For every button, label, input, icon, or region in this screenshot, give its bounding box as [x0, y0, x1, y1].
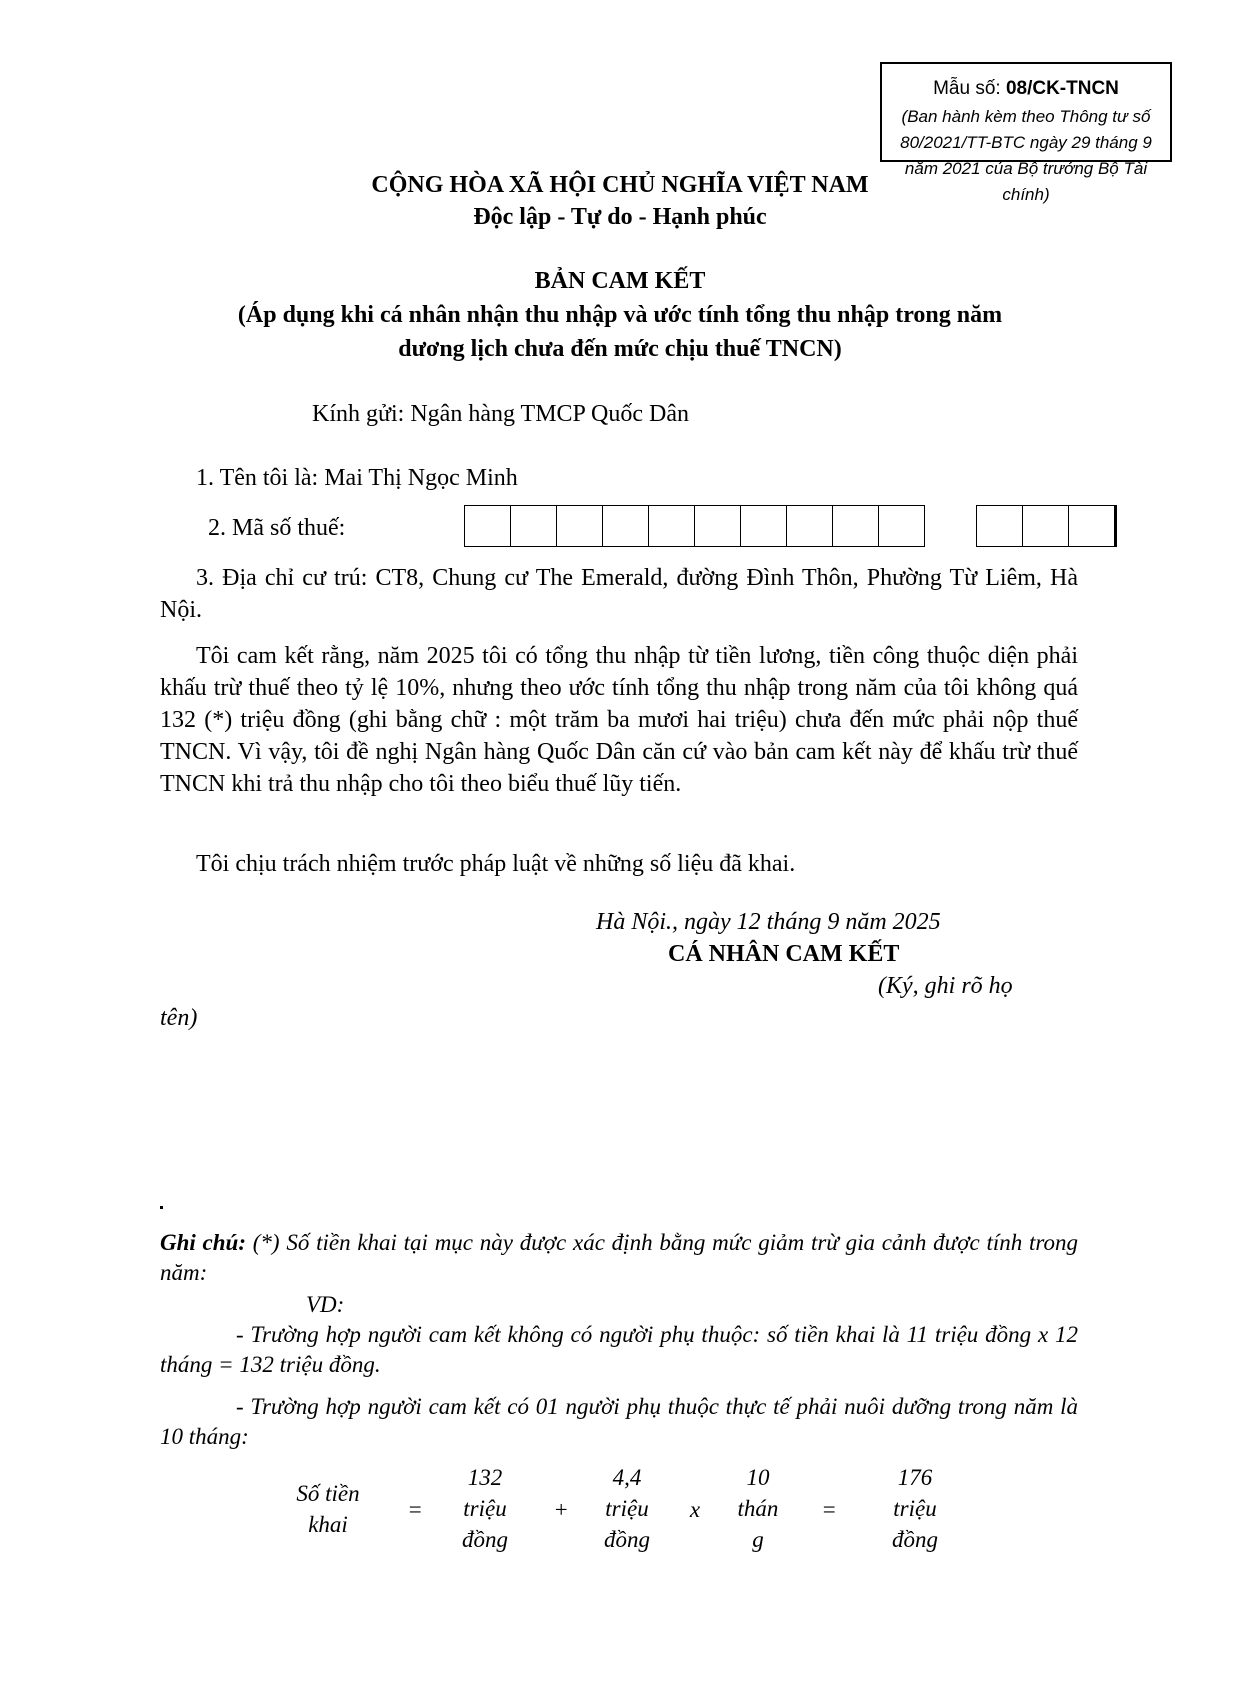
country-name: CỘNG HÒA XÃ HỘI CHỦ NGHĨA VIỆT NAM [371, 172, 869, 198]
document-subtitle-line2: dương lịch chưa đến mức chịu thuế TNCN) [398, 336, 842, 362]
field-address: 3. Địa chỉ cư trú: CT8, Chung cư The Emerald, đường Đình Thôn, Phường Từ Liêm, Hà Nội. [160, 565, 1078, 623]
formula-term-b: 4,4 triệu đồng [604, 1465, 650, 1552]
document-subtitle-line1: (Áp dụng khi cá nhân nhận thu nhập và ước tính tổng thu nhập trong năm [237, 302, 1003, 328]
tax-code-cell [603, 506, 649, 546]
field-name: 1. Tên tôi là: Mai Thị Ngọc Minh [196, 465, 518, 491]
tax-code-cell [1023, 506, 1069, 546]
commitment-paragraph: Tôi cam kết rằng, năm 2025 tôi có tổng thu nhập từ tiền lương, tiền công thuộc diện phải khấu trừ thuế theo tỷ lệ 10%, nhưng theo ước tính tổng thu nhập trong năm của tôi không quá 132 (*) triệu đồng (ghi bằng chữ : một trăm ba mươi hai triệu) chưa đến mức phải nộp thuế TNCN. Vì vậy, tôi đề nghị Ngân hàng Quốc Dân căn cứ vào bản cam kết này để khấu trừ thuế TNCN khi trả thu nhập cho tôi theo biểu thuế lũy tiến. [160, 643, 1078, 797]
formula-result: 176 triệu đồng [892, 1465, 938, 1552]
signer-role: CÁ NHÂN CAM KẾT [668, 941, 900, 967]
note-case-2: - Trường hợp người cam kết có 01 người phụ thuộc thực tế phải nuôi dưỡng trong năm là 10 tháng: [160, 1394, 1078, 1449]
tax-code-cell [879, 506, 925, 546]
tax-code-cell [695, 506, 741, 546]
formula-term-c: 10 thán g [737, 1465, 779, 1552]
form-code: 08/CK-TNCN [1005, 78, 1119, 99]
addressee: Kính gửi: Ngân hàng TMCP Quốc Dân [312, 401, 689, 427]
note-label: Ghi chú: [160, 1230, 246, 1255]
form-issued-note: (Ban hành kèm theo Thông tư số 80/2021/TT-BTC ngày 29 tháng 9 năm 2021 của Bộ trưởng Bộ Tài chính) [900, 107, 1152, 204]
place-and-date: Hà Nội., ngày 12 tháng 9 năm 2025 [596, 909, 941, 935]
tax-code-cell [557, 506, 603, 546]
tax-code-cell [649, 506, 695, 546]
stray-mark [160, 1206, 163, 1209]
document-title: BẢN CAM KẾT [534, 268, 706, 294]
tax-code-cell [1069, 506, 1115, 546]
tax-code-cell [833, 506, 879, 546]
form-number-box [880, 62, 1172, 204]
tax-code-boxes-suffix [976, 505, 1117, 547]
field-tax-code-label: 2. Mã số thuế: [208, 515, 346, 541]
tax-code-cell [511, 506, 557, 546]
tax-code-cell [465, 506, 511, 546]
formula-times: x [689, 1497, 701, 1522]
formula-lhs: Số tiền khai [296, 1481, 360, 1537]
formula-equals: = [407, 1497, 423, 1522]
note-paragraph: Ghi chú: (*) Số tiền khai tại mục này được xác định bằng mức giảm trừ gia cảnh được tính trong năm: [160, 1230, 1078, 1285]
national-motto: Độc lập - Tự do - Hạnh phúc [473, 204, 767, 230]
tax-code-cell [787, 506, 833, 546]
tax-code-cell [741, 506, 787, 546]
formula-plus: + [553, 1497, 569, 1522]
formula-term-a: 132 triệu đồng [462, 1465, 508, 1552]
formula-equals-2: = [821, 1497, 837, 1522]
note-example-label: VD: [306, 1292, 345, 1317]
responsibility-statement: Tôi chịu trách nhiệm trước pháp luật về những số liệu đã khai. [196, 851, 796, 877]
note-case-1: - Trường hợp người cam kết không có người phụ thuộc: số tiền khai là 11 triệu đồng x 12 tháng = 132 triệu đồng. [160, 1322, 1078, 1377]
form-number: Mẫu số: 08/CK-TNCN [933, 78, 1119, 99]
signature-hint: (Ký, ghi rõ họ [878, 973, 1013, 999]
signature-hint-cont: tên) [160, 1005, 198, 1031]
tax-code-boxes-main [464, 505, 925, 547]
tax-code-cell [977, 506, 1023, 546]
